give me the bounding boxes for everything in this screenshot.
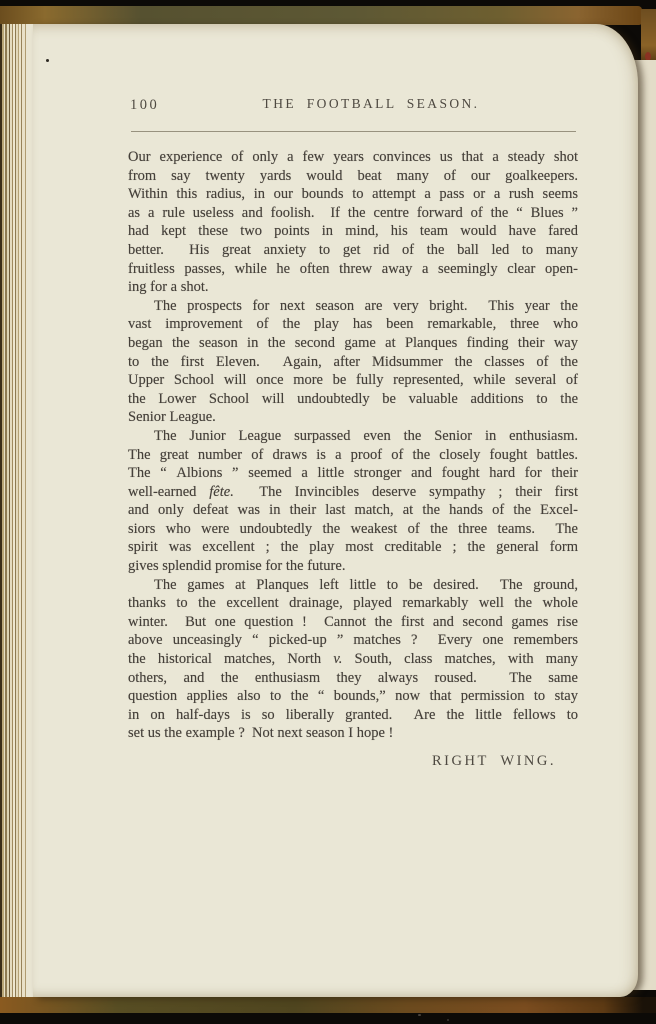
body-line xyxy=(128,371,578,390)
text-segment: the historical matches, North xyxy=(128,651,334,668)
body-line xyxy=(128,427,578,446)
text-segment: from say twenty yards would beat many of our goalkeepers. xyxy=(128,167,578,184)
body-line xyxy=(128,594,578,613)
book-page xyxy=(33,24,638,997)
text-segment: The great number of draws is a proof of the closely fought battles. xyxy=(128,446,578,463)
body-line xyxy=(128,222,578,241)
text-segment: ing for a shot. xyxy=(128,279,209,296)
text-segment: better. His great anxiety to get rid of the ball led to many xyxy=(128,241,578,258)
body-line xyxy=(128,706,578,725)
book-cover-bottom-edge xyxy=(0,997,656,1013)
text-segment: siors who were undoubtedly the weakest of the three teams. The xyxy=(128,520,578,537)
body-line xyxy=(128,390,578,409)
text-segment: v. xyxy=(333,651,343,668)
text-segment: as a rule useless and foolish. If the centre forward of the “ Blues ” xyxy=(128,204,578,221)
page-number: 100 xyxy=(130,97,160,113)
text-segment: well-earned xyxy=(128,483,210,500)
text-segment: above unceasingly “ picked-up ” matches ? Every one remembers xyxy=(128,632,578,649)
text-segment: The Junior League surpassed even the Senior in enthusiasm. xyxy=(154,427,578,444)
running-title: THE FOOTBALL SEASON. xyxy=(262,96,480,111)
text-segment: The Invincibles deserve sympathy ; their first xyxy=(233,483,578,500)
text-segment: Senior League. xyxy=(128,409,216,426)
text-segment: Our experience of only a few years convinces us that a steady shot xyxy=(128,149,578,165)
text-segment: The games at Planques left little to be desired. The ground, xyxy=(154,576,578,593)
body-line xyxy=(128,538,578,557)
text-segment: fruitless passes, while he often threw away a seemingly clear open- xyxy=(128,260,578,277)
body-line xyxy=(128,353,578,372)
text-segment: vast improvement of the play has been remarkable, three who xyxy=(128,316,578,333)
author-signature: RIGHT WING. xyxy=(432,753,556,769)
paragraph xyxy=(128,148,578,297)
body-line xyxy=(128,297,578,316)
body-line xyxy=(128,185,578,204)
body-line xyxy=(128,724,578,743)
paragraph xyxy=(128,297,578,427)
text-segment: to the first Eleven. Again, after Midsummer the classes of the xyxy=(128,353,578,370)
text-segment: in on half-days is so liberally granted. Are the little fellows to xyxy=(128,706,578,723)
body-line xyxy=(128,576,578,595)
body-line xyxy=(128,631,578,650)
body-line xyxy=(128,687,578,706)
body-line xyxy=(128,260,578,279)
text-segment: gives splendid promise for the future. xyxy=(128,558,346,575)
body-line xyxy=(128,204,578,223)
body-line xyxy=(128,278,578,297)
body-line xyxy=(128,315,578,334)
dust-speck xyxy=(418,1014,421,1016)
body-line xyxy=(128,520,578,539)
text-segment: Upper School will once more be fully represented, while several of xyxy=(128,372,578,389)
text-segment: set us the example ? Not next season I hope ! xyxy=(128,725,394,742)
body-line xyxy=(128,167,578,186)
text-segment: Within this radius, in our bounds to attempt a pass or a rush seems xyxy=(128,186,578,203)
text-segment: and only defeat was in their last match, at the hands of the Excel- xyxy=(128,502,578,519)
text-segment: the Lower School will undoubtedly be valuable additions to the xyxy=(128,390,578,407)
text-block xyxy=(128,148,578,743)
text-segment: began the season in the second game at Planques finding their way xyxy=(128,334,578,351)
body-line xyxy=(128,650,578,669)
body-line xyxy=(128,241,578,260)
body-line xyxy=(128,148,578,167)
body-line xyxy=(128,464,578,483)
header-rule xyxy=(131,131,576,132)
paragraph xyxy=(128,427,578,576)
text-segment: others, and the enthusiasm they always roused. The same xyxy=(128,669,578,686)
page-content xyxy=(128,24,578,997)
text-segment: had kept these two points in mind, his team would have fared xyxy=(128,223,578,240)
dust-speck xyxy=(46,59,49,62)
text-segment: The “ Albions ” seemed a little stronger and fought hard for their xyxy=(128,465,578,482)
text-segment: winter. But one question ! Cannot the first and second games rise xyxy=(128,613,578,630)
body-line xyxy=(128,613,578,632)
paragraph xyxy=(128,576,578,743)
body-line xyxy=(128,408,578,427)
dust-speck xyxy=(447,1019,449,1021)
text-segment: The prospects for next season are very bright. This year the xyxy=(154,297,578,314)
text-segment: thanks to the excellent drainage, played remarkably well the whole xyxy=(128,595,578,612)
body-line xyxy=(128,557,578,576)
book-cover-top-edge xyxy=(0,6,642,25)
body-line xyxy=(128,501,578,520)
body-line xyxy=(128,669,578,688)
text-segment: spirit was excellent ; the play most creditable ; the general form xyxy=(128,539,578,556)
body-line xyxy=(128,334,578,353)
body-line xyxy=(128,446,578,465)
text-segment: fête. xyxy=(209,483,234,500)
text-segment: question applies also to the “ bounds,” now that permission to stay xyxy=(128,688,578,705)
text-segment: South, class matches, with many xyxy=(342,651,578,668)
body-line xyxy=(128,483,578,502)
running-header xyxy=(128,96,578,116)
